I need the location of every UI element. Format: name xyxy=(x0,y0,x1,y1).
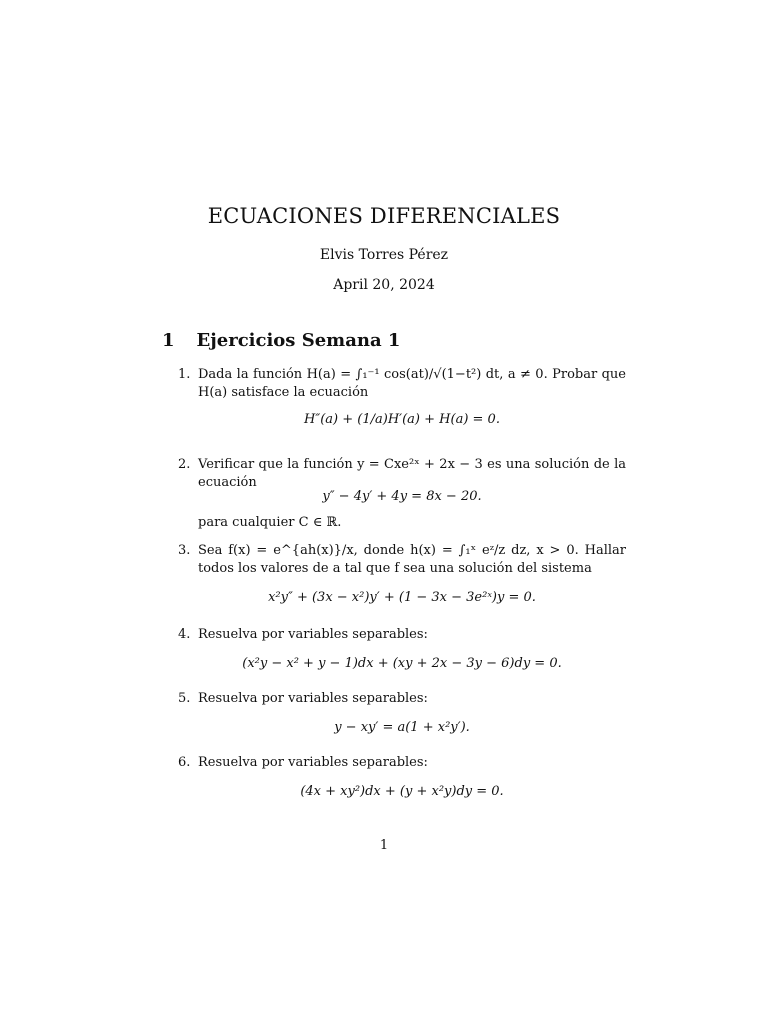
exercise-number: 1. xyxy=(178,367,191,382)
exercise-5-text: Resuelva por variables separables: xyxy=(198,691,428,706)
doc-title: ECUACIONES DIFERENCIALES xyxy=(207,204,561,228)
exercise-number: 3. xyxy=(178,543,191,558)
equation-1: H″(a) + (1/a)H′(a) + H(a) = 0. xyxy=(304,412,500,427)
equation-4: (x²y − x² + y − 1)dx + (xy + 2x − 3y − 6)dy = 0. xyxy=(242,656,562,671)
exercise-number: 6. xyxy=(178,755,191,770)
exercise-1 xyxy=(178,366,626,402)
exercise-number: 2. xyxy=(178,457,191,472)
exercise-4-text: Resuelva por variables separables: xyxy=(198,627,428,642)
section-title: Ejercicios Semana 1 xyxy=(196,330,401,351)
exercise-2-after xyxy=(178,514,626,532)
exercise-5 xyxy=(178,690,626,708)
exercise-6 xyxy=(178,754,626,772)
exercise-4 xyxy=(178,626,626,644)
section-heading xyxy=(162,330,400,351)
exercise-2 xyxy=(178,456,626,492)
equation-6: (4x + xy²)dx + (y + x²y)dy = 0. xyxy=(300,784,504,799)
exercise-2-text: Verificar que la función y = Cxe²ˣ + 2x − 3 es una solución de la ecuación xyxy=(198,457,626,490)
equation-2: y″ − 4y′ + 4y = 8x − 20. xyxy=(322,489,482,504)
doc-date: April 20, 2024 xyxy=(333,277,435,293)
equation-3: x²y″ + (3x − x²)y′ + (1 − 3x − 3e²ˣ)y = 0. xyxy=(268,590,536,605)
section-number: 1 xyxy=(162,330,175,351)
equation-5: y − xy′ = a(1 + x²y′). xyxy=(334,720,470,735)
page-number: 1 xyxy=(379,838,389,853)
exercise-1-text: Dada la función H(a) = ∫₁⁻¹ cos(at)/√(1−t²) dt, a ≠ 0. Probar que H(a) satisface la ecuación xyxy=(198,367,626,400)
exercise-2-after-text: para cualquier C ∈ ℝ. xyxy=(198,515,342,530)
exercise-number: 4. xyxy=(178,627,191,642)
exercise-number: 5. xyxy=(178,691,191,706)
doc-author: Elvis Torres Pérez xyxy=(319,247,449,263)
exercise-6-text: Resuelva por variables separables: xyxy=(198,755,428,770)
exercise-3-text: Sea f(x) = e^{ah(x)}/x, donde h(x) = ∫₁ˣ eᶻ/z dz, x > 0. Hallar todos los valores de a tal que f sea una solución del sistema xyxy=(198,543,626,576)
exercise-3 xyxy=(178,542,626,578)
exercise-text xyxy=(198,366,626,402)
